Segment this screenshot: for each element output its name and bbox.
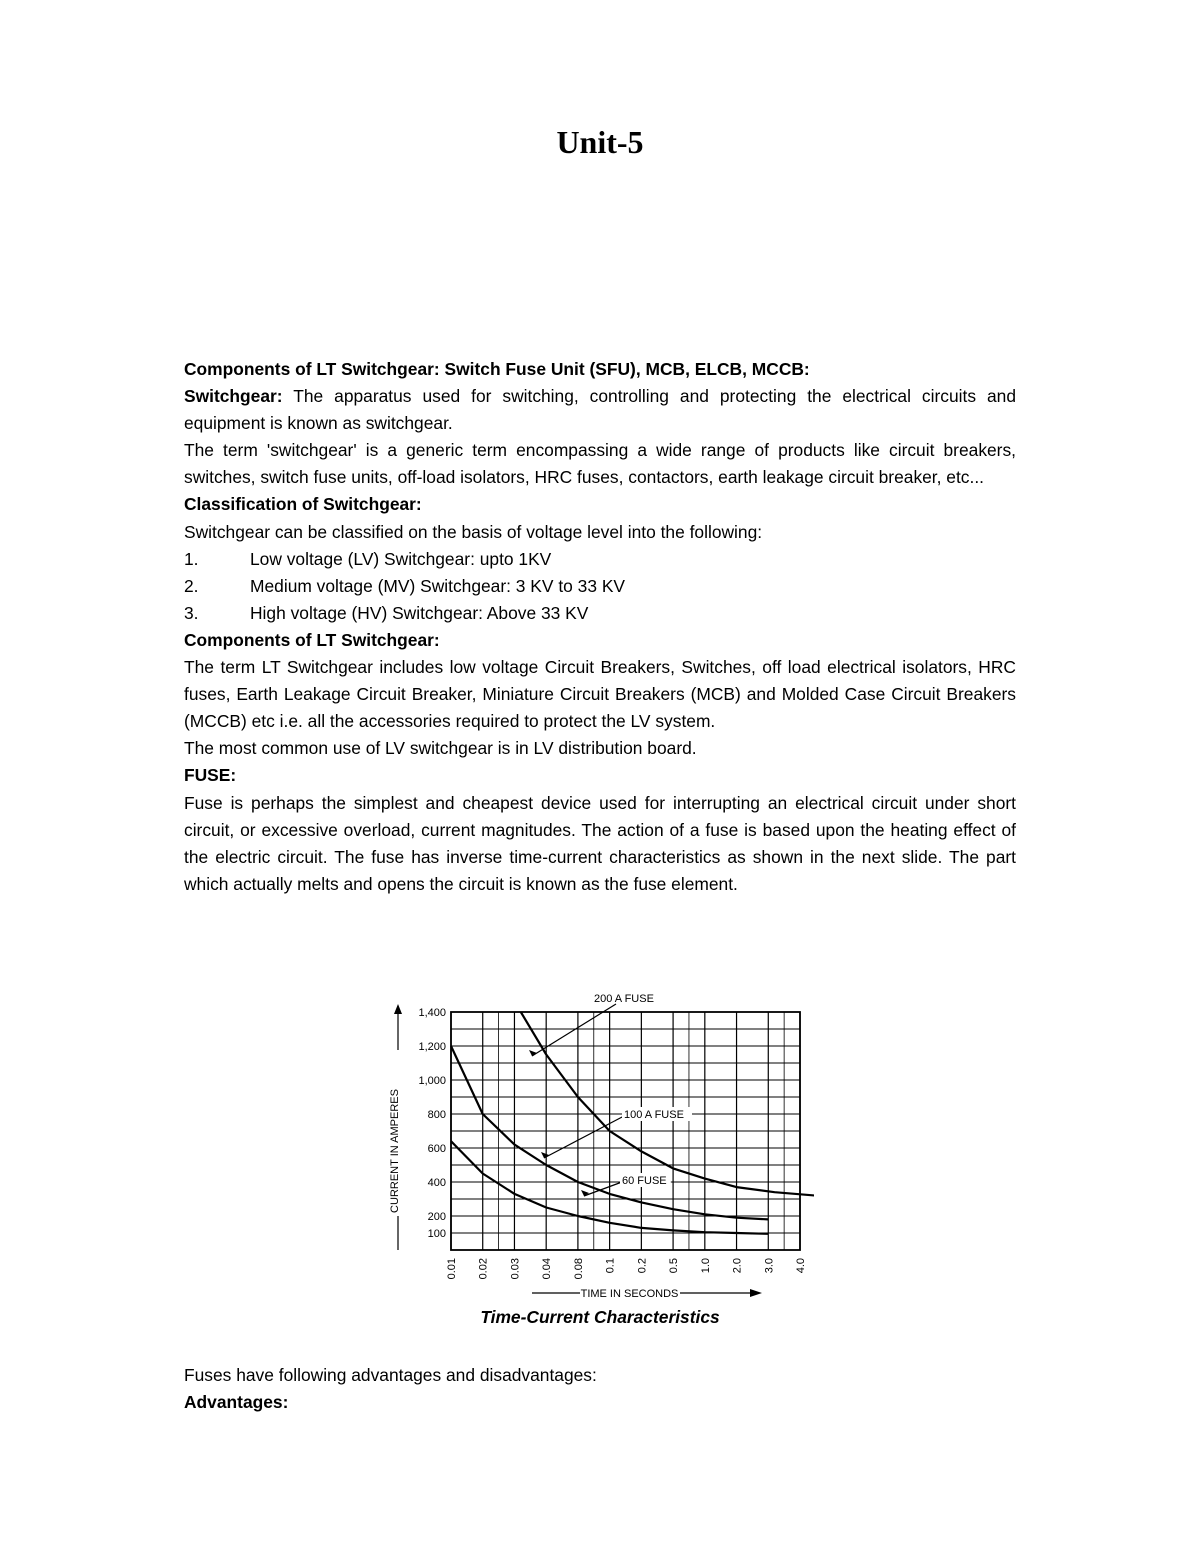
annotation-leader bbox=[584, 1182, 622, 1196]
fuse-heading: FUSE: bbox=[184, 765, 237, 786]
x-tick-label: 0.02 bbox=[477, 1258, 490, 1280]
x-tick-label: 2.0 bbox=[731, 1258, 744, 1274]
advantages-intro: Fuses have following advantages and disadvantages: bbox=[184, 1365, 597, 1385]
classification-heading: Classification of Switchgear: bbox=[184, 494, 422, 515]
chart-caption: Time-Current Characteristics bbox=[480, 1307, 720, 1327]
series-annotation-label: 200 A FUSE bbox=[594, 993, 654, 1005]
y-tick-label: 800 bbox=[427, 1109, 446, 1121]
components-heading: Components of LT Switchgear: Switch Fuse Unit (SFU), MCB, ELCB, MCCB: bbox=[184, 359, 810, 379]
list-item bbox=[184, 546, 1016, 573]
annotation-leader bbox=[544, 1116, 624, 1158]
switchgear-definition-text: The apparatus used for switching, controlling and protecting the electrical circuits and equipment is known as switchgear. bbox=[184, 386, 1016, 434]
document-body bbox=[184, 356, 1016, 898]
classification-intro: Switchgear can be classified on the basis of voltage level into the following: bbox=[184, 521, 763, 542]
x-tick-label: 3.0 bbox=[763, 1258, 776, 1274]
list-number: 2. bbox=[184, 575, 199, 596]
chart-svg bbox=[384, 988, 814, 1304]
x-tick-label: 0.2 bbox=[636, 1258, 649, 1274]
switchgear-term-paragraph: The term 'switchgear' is a generic term encompassing a wide range of products like circuit breakers, switches, switch fuse units, off-load isolators, HRC fuses, contactors, earth leakage circuit breaker, etc... bbox=[184, 440, 1016, 488]
y-axis-label: CURRENT IN AMPERES bbox=[389, 1089, 401, 1213]
list-item bbox=[184, 573, 1016, 600]
switchgear-label: Switchgear: bbox=[184, 386, 283, 407]
y-tick-label: 1,200 bbox=[418, 1041, 446, 1053]
document-tail bbox=[184, 1362, 1016, 1416]
y-tick-label: 600 bbox=[427, 1143, 446, 1155]
fuse-paragraph: Fuse is perhaps the simplest and cheapest device used for interrupting an electrical circuit under short circuit, or excessive overload, current magnitudes. The action of a fuse is based upon the heating effect of the electric circuit. The fuse has inverse time-current characteristics as shown in the next slide. The part which actually melts and opens the circuit is known as the fuse element. bbox=[184, 792, 1016, 894]
x-axis-label: TIME IN SECONDS bbox=[580, 1288, 679, 1300]
annotation-arrowhead bbox=[541, 1152, 549, 1158]
annotation-arrowhead bbox=[529, 1050, 537, 1056]
y-tick-label: 200 bbox=[427, 1211, 446, 1223]
page-title: Unit-5 bbox=[556, 124, 644, 160]
x-tick-label: 0.08 bbox=[572, 1258, 585, 1280]
list-text: High voltage (HV) Switchgear: Above 33 KV bbox=[250, 602, 589, 623]
series-annotation-label: 100 A FUSE bbox=[624, 1109, 684, 1121]
x-tick-label: 0.01 bbox=[446, 1258, 458, 1280]
lt-common-use: The most common use of LV switchgear is in LV distribution board. bbox=[184, 738, 697, 759]
switchgear-definition bbox=[184, 383, 1016, 437]
y-tick-label: 100 bbox=[427, 1228, 446, 1240]
x-tick-label: 0.04 bbox=[541, 1258, 554, 1280]
time-current-chart bbox=[384, 988, 814, 1304]
lt-components-heading: Components of LT Switchgear: bbox=[184, 629, 440, 650]
list-text: Medium voltage (MV) Switchgear: 3 KV to 33 KV bbox=[250, 575, 626, 596]
y-tick-label: 1,000 bbox=[418, 1075, 446, 1087]
x-axis-arrowhead bbox=[750, 1289, 762, 1297]
y-tick-label: 1,400 bbox=[418, 1007, 446, 1019]
x-tick-label: 0.5 bbox=[668, 1258, 681, 1274]
x-tick-label: 1.0 bbox=[699, 1258, 712, 1274]
y-tick-label: 400 bbox=[427, 1177, 446, 1189]
x-tick-label: 4.0 bbox=[795, 1258, 807, 1274]
list-text: Low voltage (LV) Switchgear: upto 1KV bbox=[250, 548, 552, 569]
series-annotation-label: 60 FUSE bbox=[622, 1175, 667, 1187]
advantages-heading: Advantages: bbox=[184, 1392, 289, 1413]
lt-components-paragraph: The term LT Switchgear includes low voltage Circuit Breakers, Switches, off load electrical isolators, HRC fuses, Earth Leakage Circuit Breaker, Miniature Circuit Breakers (MCB) and Molded Case Circuit Breakers (MCCB) etc i.e. all the accessories required to protect the LV system. bbox=[184, 657, 1016, 732]
x-tick-label: 0.03 bbox=[509, 1258, 522, 1280]
list-number: 3. bbox=[184, 602, 199, 623]
x-tick-label: 0.1 bbox=[604, 1258, 617, 1274]
list-item bbox=[184, 600, 1016, 627]
list-number: 1. bbox=[184, 548, 199, 569]
series-line-1 bbox=[521, 1012, 814, 1196]
y-axis-arrowhead bbox=[394, 1004, 402, 1014]
classification-list bbox=[184, 546, 1016, 627]
